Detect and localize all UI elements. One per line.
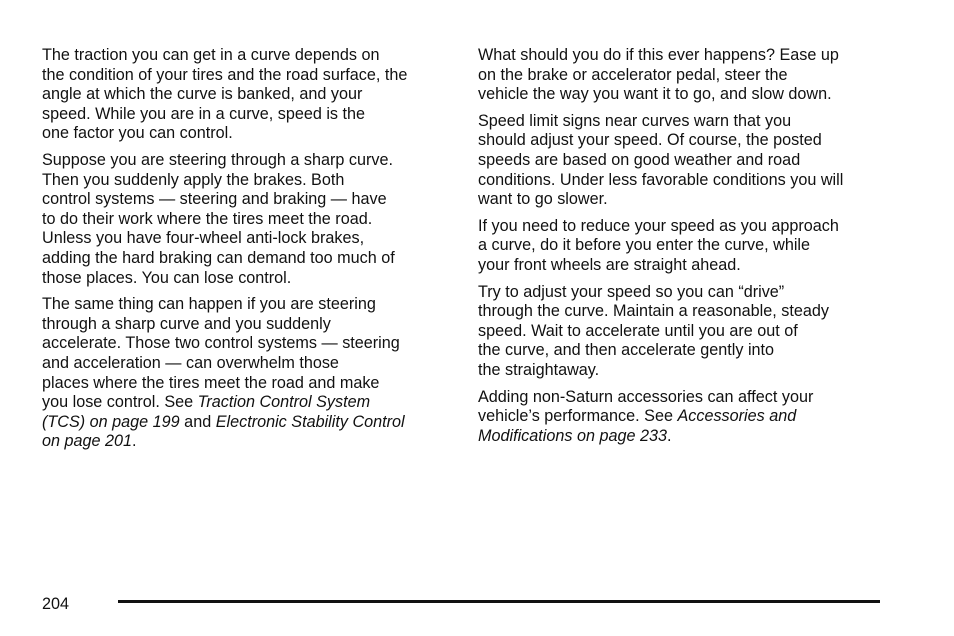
text-line: angle at which the curve is banked, and your [42, 85, 363, 104]
page-number: 204 [42, 595, 70, 613]
text-line: a curve, do it before you enter the curve, while [478, 236, 811, 255]
right-paragraph-3 [478, 217, 888, 276]
text-line [42, 413, 452, 433]
cross-reference-accessories[interactable]: Accessories and [677, 407, 797, 426]
text-line: Suppose you are steering through a sharp curve. [42, 150, 393, 169]
text-line: your front wheels are straight ahead. [478, 255, 741, 274]
text-line: control systems — steering and braking — have [42, 190, 387, 209]
text-line: Unless you have four-wheel anti-lock brakes, [42, 229, 365, 248]
text-run: vehicle’s performance. See [478, 407, 678, 426]
cross-reference-accessories[interactable]: Modifications on page 233 [478, 426, 667, 445]
left-paragraph-1 [42, 46, 452, 144]
text-run: you lose control. See [42, 393, 198, 412]
text-line [42, 432, 452, 452]
text-line: should adjust your speed. Of course, the posted [478, 131, 822, 150]
cross-reference-stability-control[interactable]: Electronic Stability Control [215, 412, 405, 431]
left-column [42, 46, 452, 459]
text-line [478, 427, 888, 447]
text-line: The traction you can get in a curve depends on [42, 46, 380, 64]
text-line: one factor you can control. [42, 124, 233, 143]
cross-reference-traction-control[interactable]: (TCS) on page 199 [42, 412, 180, 431]
text-line: Then you suddenly apply the brakes. Both [42, 170, 345, 189]
text-line: the condition of your tires and the road surface, the [42, 65, 408, 84]
right-paragraph-4 [478, 283, 888, 381]
cross-reference-traction-control[interactable]: Traction Control System [197, 393, 371, 412]
text-line: If you need to reduce your speed as you approach [478, 216, 839, 235]
text-line: vehicle the way you want it to go, and slow down. [478, 85, 832, 104]
text-line: to do their work where the tires meet the road. [42, 209, 373, 228]
text-line: and acceleration — can overwhelm those [42, 353, 339, 372]
text-line: on the brake or accelerator pedal, steer the [478, 65, 788, 84]
text-line: through a sharp curve and you suddenly [42, 314, 331, 333]
text-run: . [667, 426, 672, 445]
text-line [42, 393, 452, 413]
text-line: speed. While you are in a curve, speed is the [42, 104, 366, 123]
right-column [478, 46, 888, 453]
text-line: Speed limit signs near curves warn that you [478, 111, 792, 130]
text-line: Try to adjust your speed so you can “drive” [478, 282, 785, 301]
cross-reference-stability-control[interactable]: on page 201 [42, 432, 133, 451]
right-paragraph-5 [478, 388, 888, 447]
text-line: speeds are based on good weather and road [478, 150, 801, 169]
text-run: and [179, 412, 216, 431]
text-line: accelerate. Those two control systems — steering [42, 334, 400, 353]
text-line: the straightaway. [478, 360, 600, 379]
text-line [478, 407, 888, 427]
text-line: speed. Wait to accelerate until you are out of [478, 321, 798, 340]
left-paragraph-3 [42, 295, 452, 452]
footer-rule [118, 600, 880, 603]
text-line: those places. You can lose control. [42, 268, 292, 287]
text-line: What should you do if this ever happens? Ease up [478, 46, 839, 64]
left-paragraph-2 [42, 151, 452, 288]
text-line: conditions. Under less favorable conditions you will [478, 170, 844, 189]
text-line: The same thing can happen if you are steering [42, 295, 376, 314]
text-line: want to go slower. [478, 190, 608, 209]
text-line: through the curve. Maintain a reasonable, steady [478, 302, 829, 321]
right-paragraph-1 [478, 46, 888, 105]
text-line: places where the tires meet the road and make [42, 373, 380, 392]
right-paragraph-2 [478, 112, 888, 210]
text-line: adding the hard braking can demand too much of [42, 248, 395, 267]
text-line: the curve, and then accelerate gently into [478, 341, 775, 360]
text-run: . [132, 432, 137, 451]
text-line: Adding non-Saturn accessories can affect your [478, 387, 814, 406]
